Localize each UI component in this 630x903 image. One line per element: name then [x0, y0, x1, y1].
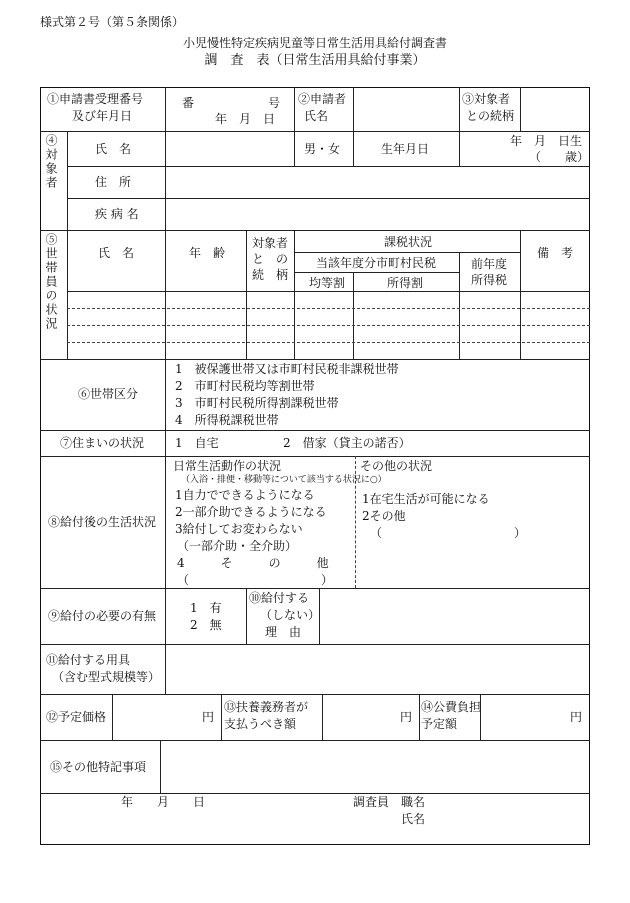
household-class-2: 2 市町村民税均等割世帯 [175, 379, 315, 393]
subject-section-label: ④対象者 [44, 134, 58, 190]
current-year-tax-header: 当該年度分市町村民税 [316, 256, 437, 270]
public-label-2: 予定額 [421, 717, 458, 731]
adl-option-2: 2一部介助できるようになる [175, 505, 327, 519]
other-status-2: 2その他 [362, 509, 406, 523]
necessity-no: 2 無 [190, 618, 222, 632]
household-name-col: 氏 名 [98, 246, 135, 260]
necessity-label: ⑨給付の必要の有無 [48, 609, 157, 623]
public-label-1: ⑭公費負担 [421, 700, 482, 714]
adl-option-3: 3給付してお変わらない [175, 522, 303, 536]
prev-year-header-1: 前年度 [471, 257, 508, 271]
household-age-col: 年 齢 [189, 246, 226, 260]
investigator-name: 氏名 [401, 812, 426, 826]
public-yen: 円 [570, 710, 583, 724]
adl-note: （入浴・排便・移動等について該当する状況に○） [181, 475, 387, 485]
household-class-1: 1 被保護世帯又は市町村民税非課税世帯 [175, 362, 399, 376]
household-relation-col-2: と の [252, 252, 289, 266]
price-yen: 円 [202, 710, 215, 724]
reason-label-3: 理 由 [265, 625, 302, 639]
relation-label: ③対象者 [462, 92, 511, 106]
form-number: 様式第２号（第５条関係） [40, 15, 185, 29]
other-status-title: その他の状況 [360, 459, 433, 473]
reason-label-2: （しない） [260, 608, 321, 622]
application-number-label: ①申請書受理番号 [47, 92, 144, 106]
tax-status-header: 課税状況 [384, 235, 433, 249]
subject-name-label: 氏 名 [95, 142, 132, 156]
disease-label: 疾 病 名 [95, 207, 139, 221]
housing-own: 1 自宅 [175, 436, 219, 450]
household-relation-col-1: 対象者 [252, 236, 289, 250]
footer-ymd: 年 月 日 [121, 795, 206, 809]
after-life-label: ⑧給付後の生活状況 [48, 515, 157, 529]
support-label-2: 支払うべき額 [224, 717, 297, 731]
adl-option-1: 1自力でできるようになる [175, 488, 315, 502]
investigator-title: 調査員 職名 [353, 795, 426, 809]
price-label: ⑫予定価格 [46, 710, 107, 724]
household-class-4: 4 所得税課税世帯 [175, 413, 279, 427]
household-class-3: 3 市町村民税所得割課税世帯 [175, 396, 339, 410]
document-subtitle: 調 査 表（日常生活用具給付事業） [204, 53, 426, 68]
household-section-label: ⑤世帯員の状況 [44, 233, 58, 331]
income-levy-header: 所得割 [387, 276, 424, 290]
remarks-header: 備 考 [537, 246, 574, 260]
relation-label-2: との続柄 [466, 109, 515, 123]
applicant-name-label: 氏名 [304, 109, 329, 123]
sex-field: 男・女 [304, 142, 341, 156]
number-unit-ban: 番 [182, 96, 195, 110]
support-label-1: ⑬扶養義務者が [224, 700, 309, 714]
other-status-1: 1在宅生活が可能になる [362, 492, 490, 506]
adl-option-3-detail: （一部介助・全介助） [177, 539, 298, 553]
adl-option-4-detail: （ ） [177, 573, 334, 587]
birth-date-label: 生年月日 [381, 142, 430, 156]
notes-label: ⑮その他特記事項 [50, 760, 147, 774]
application-ymd: 年 月 日 [215, 112, 276, 126]
household-relation-col-3: 続 柄 [252, 268, 289, 282]
number-unit-go: 号 [268, 96, 281, 110]
application-date-label: 及び年月日 [72, 109, 133, 123]
other-status-2-detail: （ ） [370, 526, 527, 540]
birth-ymd: 年 月 日生 [510, 134, 583, 148]
adl-option-4: 4 そ の 他 [177, 556, 329, 570]
age-field: （ 歳） [529, 150, 590, 164]
household-class-label: ⑥世帯区分 [78, 387, 139, 401]
applicant-label: ②申請者 [298, 92, 347, 106]
adl-title: 日常生活動作の状況 [173, 459, 282, 473]
equipment-label-2: （含む型式規模等） [52, 670, 161, 684]
form-frame [40, 87, 590, 845]
necessity-yes: 1 有 [190, 601, 222, 615]
per-capita-header: 均等割 [309, 276, 346, 290]
support-yen: 円 [400, 710, 413, 724]
housing-rent: 2 借家（貸主の諾否） [283, 436, 411, 450]
equipment-label-1: ⑪給付する用具 [46, 653, 131, 667]
housing-label: ⑦住まいの状況 [60, 436, 145, 450]
document-title: 小児慢性特定疾病児童等日常生活用具給付調査書 [182, 36, 447, 50]
reason-label-1: ⑩給付する [249, 591, 310, 605]
address-label: 住 所 [95, 175, 132, 189]
prev-year-header-2: 所得税 [471, 273, 508, 287]
